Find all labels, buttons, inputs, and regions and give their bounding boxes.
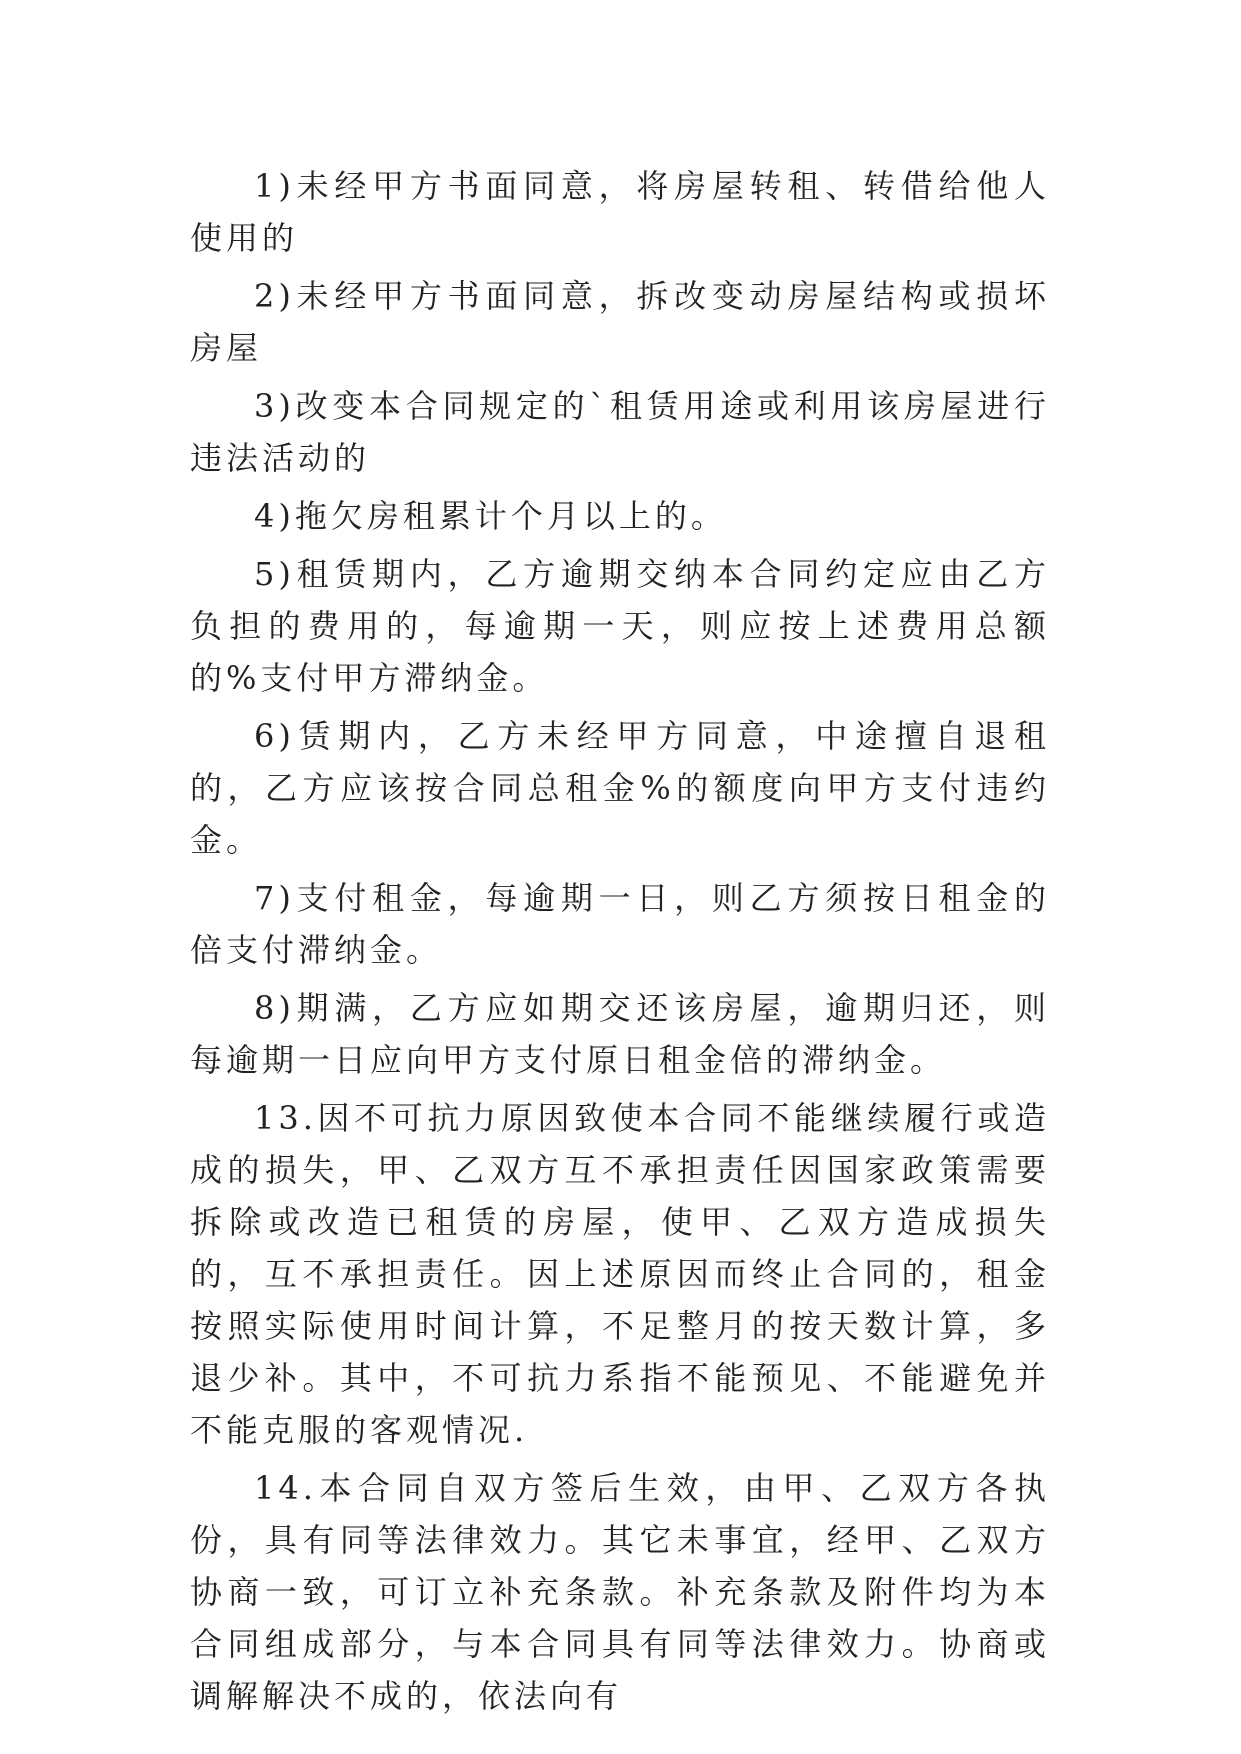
- clause-5: 5)租赁期内，乙方逾期交纳本合同约定应由乙方负担的费用的，每逾期一天，则应按上述费用总额的%支付甲方滞纳金。: [190, 555, 1050, 697]
- clause-3: 3)改变本合同规定的`租赁用途或利用该房屋进行违法活动的: [190, 387, 1050, 477]
- article-14: 14.本合同自双方签后生效，由甲、乙双方各执份，具有同等法律效力。其它未事宜，经甲、乙双方协商一致，可订立补充条款。补充条款及附件均为本合同组成部分，与本合同具有同等法律效力。协商或调解解决不成的，依法向有: [190, 1469, 1050, 1715]
- clause-1: 1)未经甲方书面同意，将房屋转租、转借给他人使用的: [190, 167, 1050, 257]
- clause-4: 4)拖欠房租累计个月以上的。: [254, 497, 727, 535]
- clause-7: 7)支付租金，每逾期一日，则乙方须按日租金的倍支付滞纳金。: [190, 879, 1050, 969]
- clause-2: 2)未经甲方书面同意，拆改变动房屋结构或损坏房屋: [190, 277, 1050, 367]
- clause-6: 6)赁期内，乙方未经甲方同意，中途擅自退租的，乙方应该按合同总租金%的额度向甲方支付违约金。: [190, 717, 1050, 859]
- document-body: [190, 160, 1050, 1728]
- article-13: 13.因不可抗力原因致使本合同不能继续履行或造成的损失，甲、乙双方互不承担责任因国家政策需要拆除或改造已租赁的房屋，使甲、乙双方造成损失的，互不承担责任。因上述原因而终止合同的，租金按照实际使用时间计算，不足整月的按天数计算，多退少补。其中，不可抗力系指不能预见、不能避免并不能克服的客观情况.: [190, 1099, 1050, 1449]
- clause-8: 8)期满，乙方应如期交还该房屋，逾期归还，则每逾期一日应向甲方支付原日租金倍的滞纳金。: [190, 989, 1050, 1079]
